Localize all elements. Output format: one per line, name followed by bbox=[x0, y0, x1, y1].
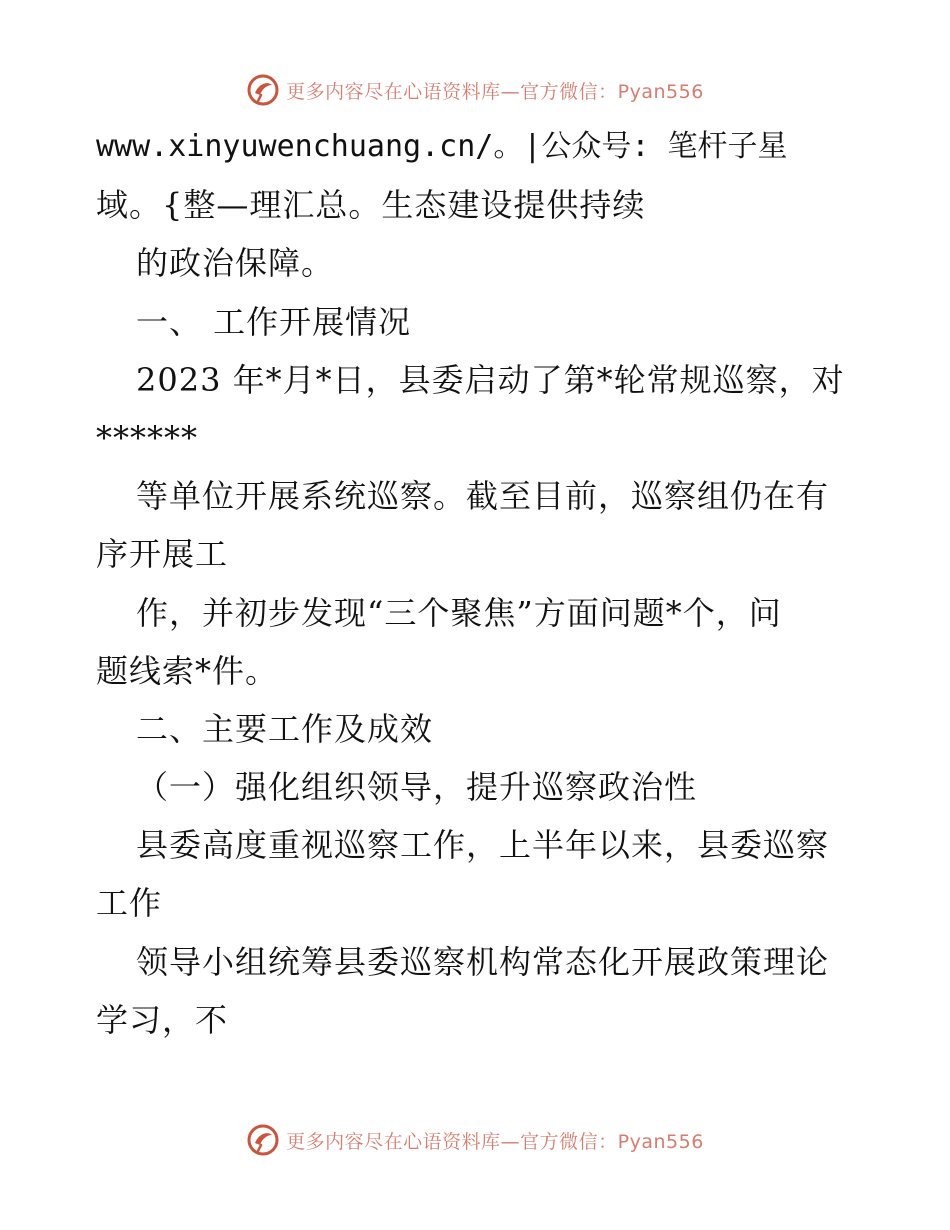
body-line: 领导小组统筹县委巡察机构常态化开展政策理论 bbox=[136, 942, 830, 981]
logo-icon bbox=[246, 73, 280, 107]
header-watermark-text: 更多内容尽在心语资料库—官方微信：Pyan556 bbox=[286, 80, 704, 103]
footer-watermark-text: 更多内容尽在心语资料库—官方微信：Pyan556 bbox=[286, 1130, 704, 1153]
logo-icon bbox=[246, 1123, 280, 1157]
body-line: 的政治保障。 bbox=[136, 244, 335, 283]
body-line: ****** bbox=[96, 418, 198, 457]
header-watermark-banner bbox=[0, 70, 950, 110]
body-line: 等单位开展系统巡察。截至目前，巡察组仍在有 bbox=[136, 477, 830, 516]
body-line: 县委高度重视巡察工作，上半年以来，县委巡察 bbox=[136, 826, 830, 865]
body-line: 工作 bbox=[96, 884, 163, 923]
body-line: 作，并初步发现“三个聚焦”方面问题*个，问 bbox=[136, 593, 782, 632]
section-heading-2: 二、主要工作及成效 bbox=[136, 709, 434, 748]
footer-watermark-banner bbox=[0, 1120, 950, 1160]
document-body bbox=[96, 118, 866, 1049]
body-line: 题线索*件。 bbox=[96, 651, 279, 690]
section-heading-1: 一、 工作开展情况 bbox=[136, 302, 412, 341]
body-line: 2023 年*月*日，县委启动了第*轮常规巡察，对 bbox=[136, 360, 845, 399]
body-line-url: www.xinyuwenchuang.cn/。|公众号: 笔杆子星 bbox=[96, 129, 788, 164]
body-line: 序开展工 bbox=[96, 535, 229, 574]
body-line: 学习，不 bbox=[96, 1000, 229, 1039]
subsection-heading-1: （一）强化组织领导，提升巡察政治性 bbox=[136, 768, 698, 807]
body-line: 域。{整—理汇总。生态建设提供持续 bbox=[96, 186, 646, 225]
